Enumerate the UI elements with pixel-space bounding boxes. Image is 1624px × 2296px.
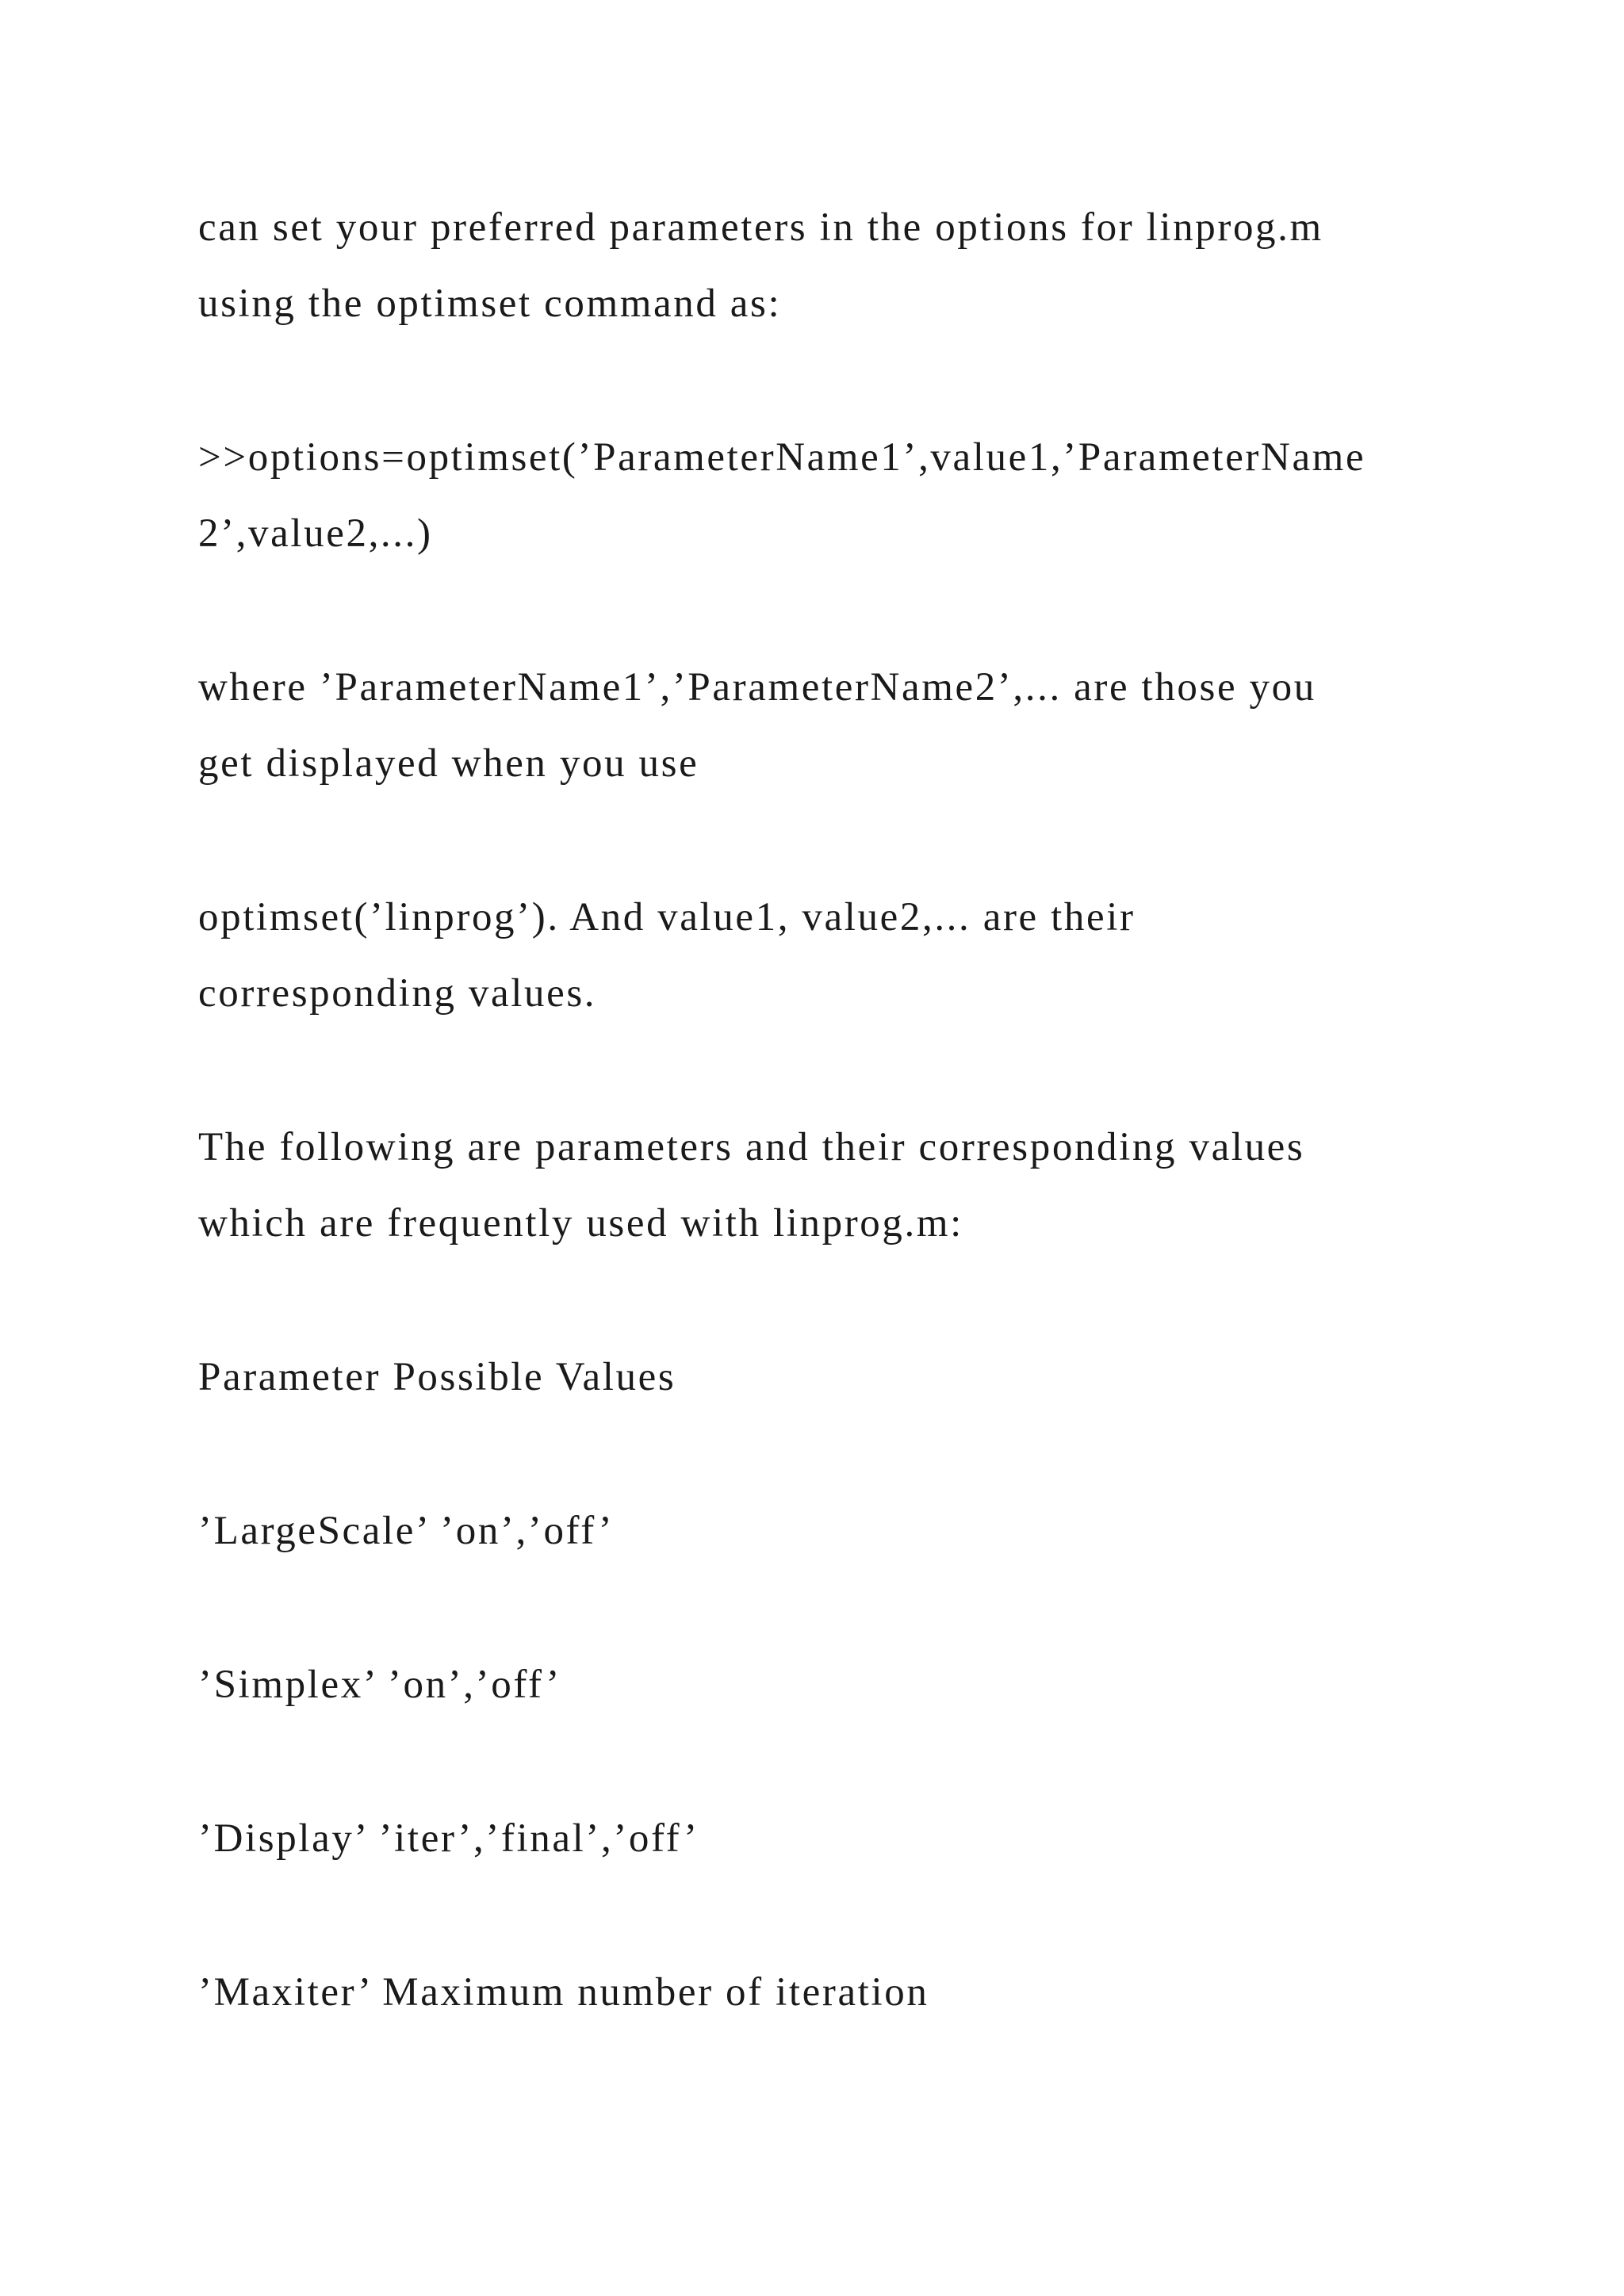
paragraph-2-line-1: >>options=optimset(’ParameterName1’,value1,’ParameterName [198, 435, 1366, 480]
paragraph-3-line-2: get displayed when you use [198, 741, 699, 786]
parameter-row-simplex: ’Simplex’ ’on’,’off’ [198, 1663, 561, 1707]
paragraph-5-line-2: which are frequently used with linprog.m: [198, 1201, 963, 1246]
paragraph-2-line-2: 2’,value2,...) [198, 511, 433, 556]
paragraph-4-line-2: corresponding values. [198, 971, 597, 1016]
parameter-table-header: Parameter Possible Values [198, 1355, 676, 1399]
parameter-row-largescale: ’LargeScale’ ’on’,’off’ [198, 1509, 615, 1553]
paragraph-5-line-1: The following are parameters and their corresponding values [198, 1125, 1305, 1169]
paragraph-1-line-1: can set your preferred parameters in the options for linprog.m [198, 205, 1323, 250]
parameter-row-display: ’Display’ ’iter’,’final’,’off’ [198, 1816, 699, 1861]
paragraph-3-line-1: where ’ParameterName1’,’ParameterName2’,... are those you [198, 665, 1316, 710]
parameter-row-maxiter: ’Maxiter’ Maximum number of iteration [198, 1970, 929, 2015]
paragraph-4-line-1: optimset(’linprog’). And value1, value2,... are their [198, 895, 1136, 939]
paragraph-1-line-2: using the optimset command as: [198, 281, 782, 326]
